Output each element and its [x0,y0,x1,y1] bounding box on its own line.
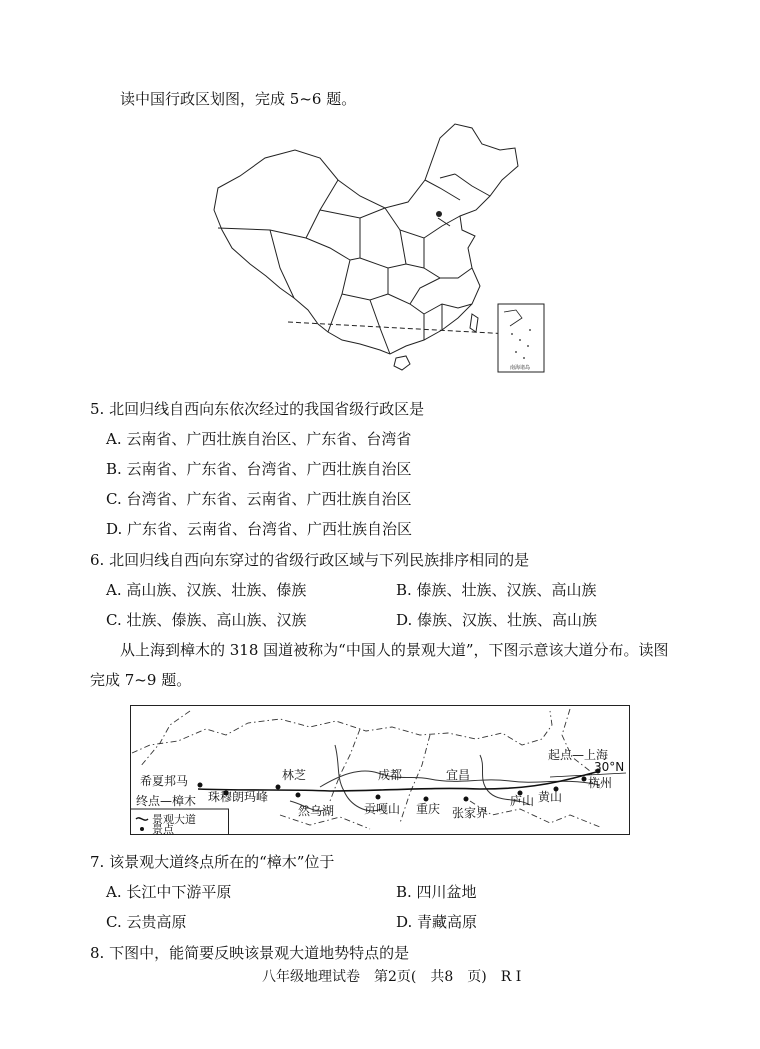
q6-option-a[interactable]: A. 高山族、汉族、壮族、傣族 [106,581,307,599]
capital-marker [436,211,442,217]
map-legend [131,809,229,835]
label-xixiabangma: 希夏邦马 [140,774,189,788]
label-ranwuhu: 然乌湖 [298,804,335,818]
q5-option-c[interactable]: C. 台湾省、广东省、云南省、广西壮族自治区 [106,490,412,508]
intro-7-9-line2: 完成 7~9 题。 [90,671,192,689]
intro-7-9-line1: 从上海到樟木的 318 国道被称为“中国人的景观大道”，下图示意该大道分布。读图 [120,641,669,659]
q7-option-a[interactable]: A. 长江中下游平原 [106,883,232,901]
china-outline [214,124,518,354]
q6-option-d[interactable]: D. 傣族、汉族、壮族、高山族 [396,611,598,629]
spot-linzhi [276,785,281,790]
spot-hangzhou [582,777,587,782]
label-huangshan: 黄山 [538,790,563,804]
label-start-shanghai: 起点—上海 [548,748,609,762]
taiwan-island [470,314,478,332]
spot-xixiabangma [198,783,203,788]
q5-option-d[interactable]: D. 广东省、云南省、台湾省、广西壮族自治区 [106,520,413,538]
q7-option-b[interactable]: B. 四川盆地 [396,883,477,901]
q7-option-c[interactable]: C. 云贵高原 [106,913,187,931]
label-zhumulangma: 珠穆朗玛峰 [208,790,269,804]
label-zhangjiajie: 张家界 [452,806,489,820]
label-chongqing: 重庆 [416,802,441,816]
china-admin-map [210,118,550,378]
spot-chongqing [424,797,429,802]
q7-option-d[interactable]: D. 青藏高原 [396,913,478,931]
label-hangzhou: 杭州 [588,776,613,790]
q5-stem: 5. 北回归线自西向东依次经过的我国省级行政区是 [90,400,425,418]
south-china-sea-inset [498,304,544,372]
spot-zhangjiajie [464,797,469,802]
q8-stem: 8. 下图中，能简要反映该景观大道地势特点的是 [90,944,410,962]
label-end-zhangmu: 终点—樟木 [136,794,197,808]
label-yichang: 宜昌 [446,768,471,782]
label-chengdu: 成都 [378,768,403,782]
hainan-island [394,356,410,370]
spot-ranwuhu [296,793,301,798]
q6-option-c[interactable]: C. 壮族、傣族、高山族、汉族 [106,611,307,629]
inset-label: 南海诸岛 [510,365,531,371]
legend-spot-label: 景点 [152,823,174,835]
label-gonggashan: 贡嘎山 [364,802,401,816]
q6-stem: 6. 北回归线自西向东穿过的省级行政区域与下列民族排序相同的是 [90,551,530,569]
label-lushan: 庐山 [510,794,535,808]
legend-spot-symbol [140,827,144,831]
q5-option-b[interactable]: B. 云南省、广东省、台湾省、广西壮族自治区 [106,460,412,478]
q5-option-a[interactable]: A. 云南省、广西壮族自治区、广东省、台湾省 [106,430,412,448]
intro-5-6: 读中国行政区划图，完成 5~6 题。 [120,90,357,108]
spot-gonggashan [376,795,381,800]
route-318-map [130,705,630,835]
label-linzhi: 林芝 [282,768,307,782]
label-30n: 30°N [594,760,625,774]
q7-stem: 7. 该景观大道终点所在的“樟木”位于 [90,853,335,871]
page-footer: 八年级地理试卷 第2页( 共8 页) R I [262,969,522,985]
legend-road-label: 景观大道 [152,813,196,826]
q6-option-b[interactable]: B. 傣族、壮族、汉族、高山族 [396,581,597,599]
